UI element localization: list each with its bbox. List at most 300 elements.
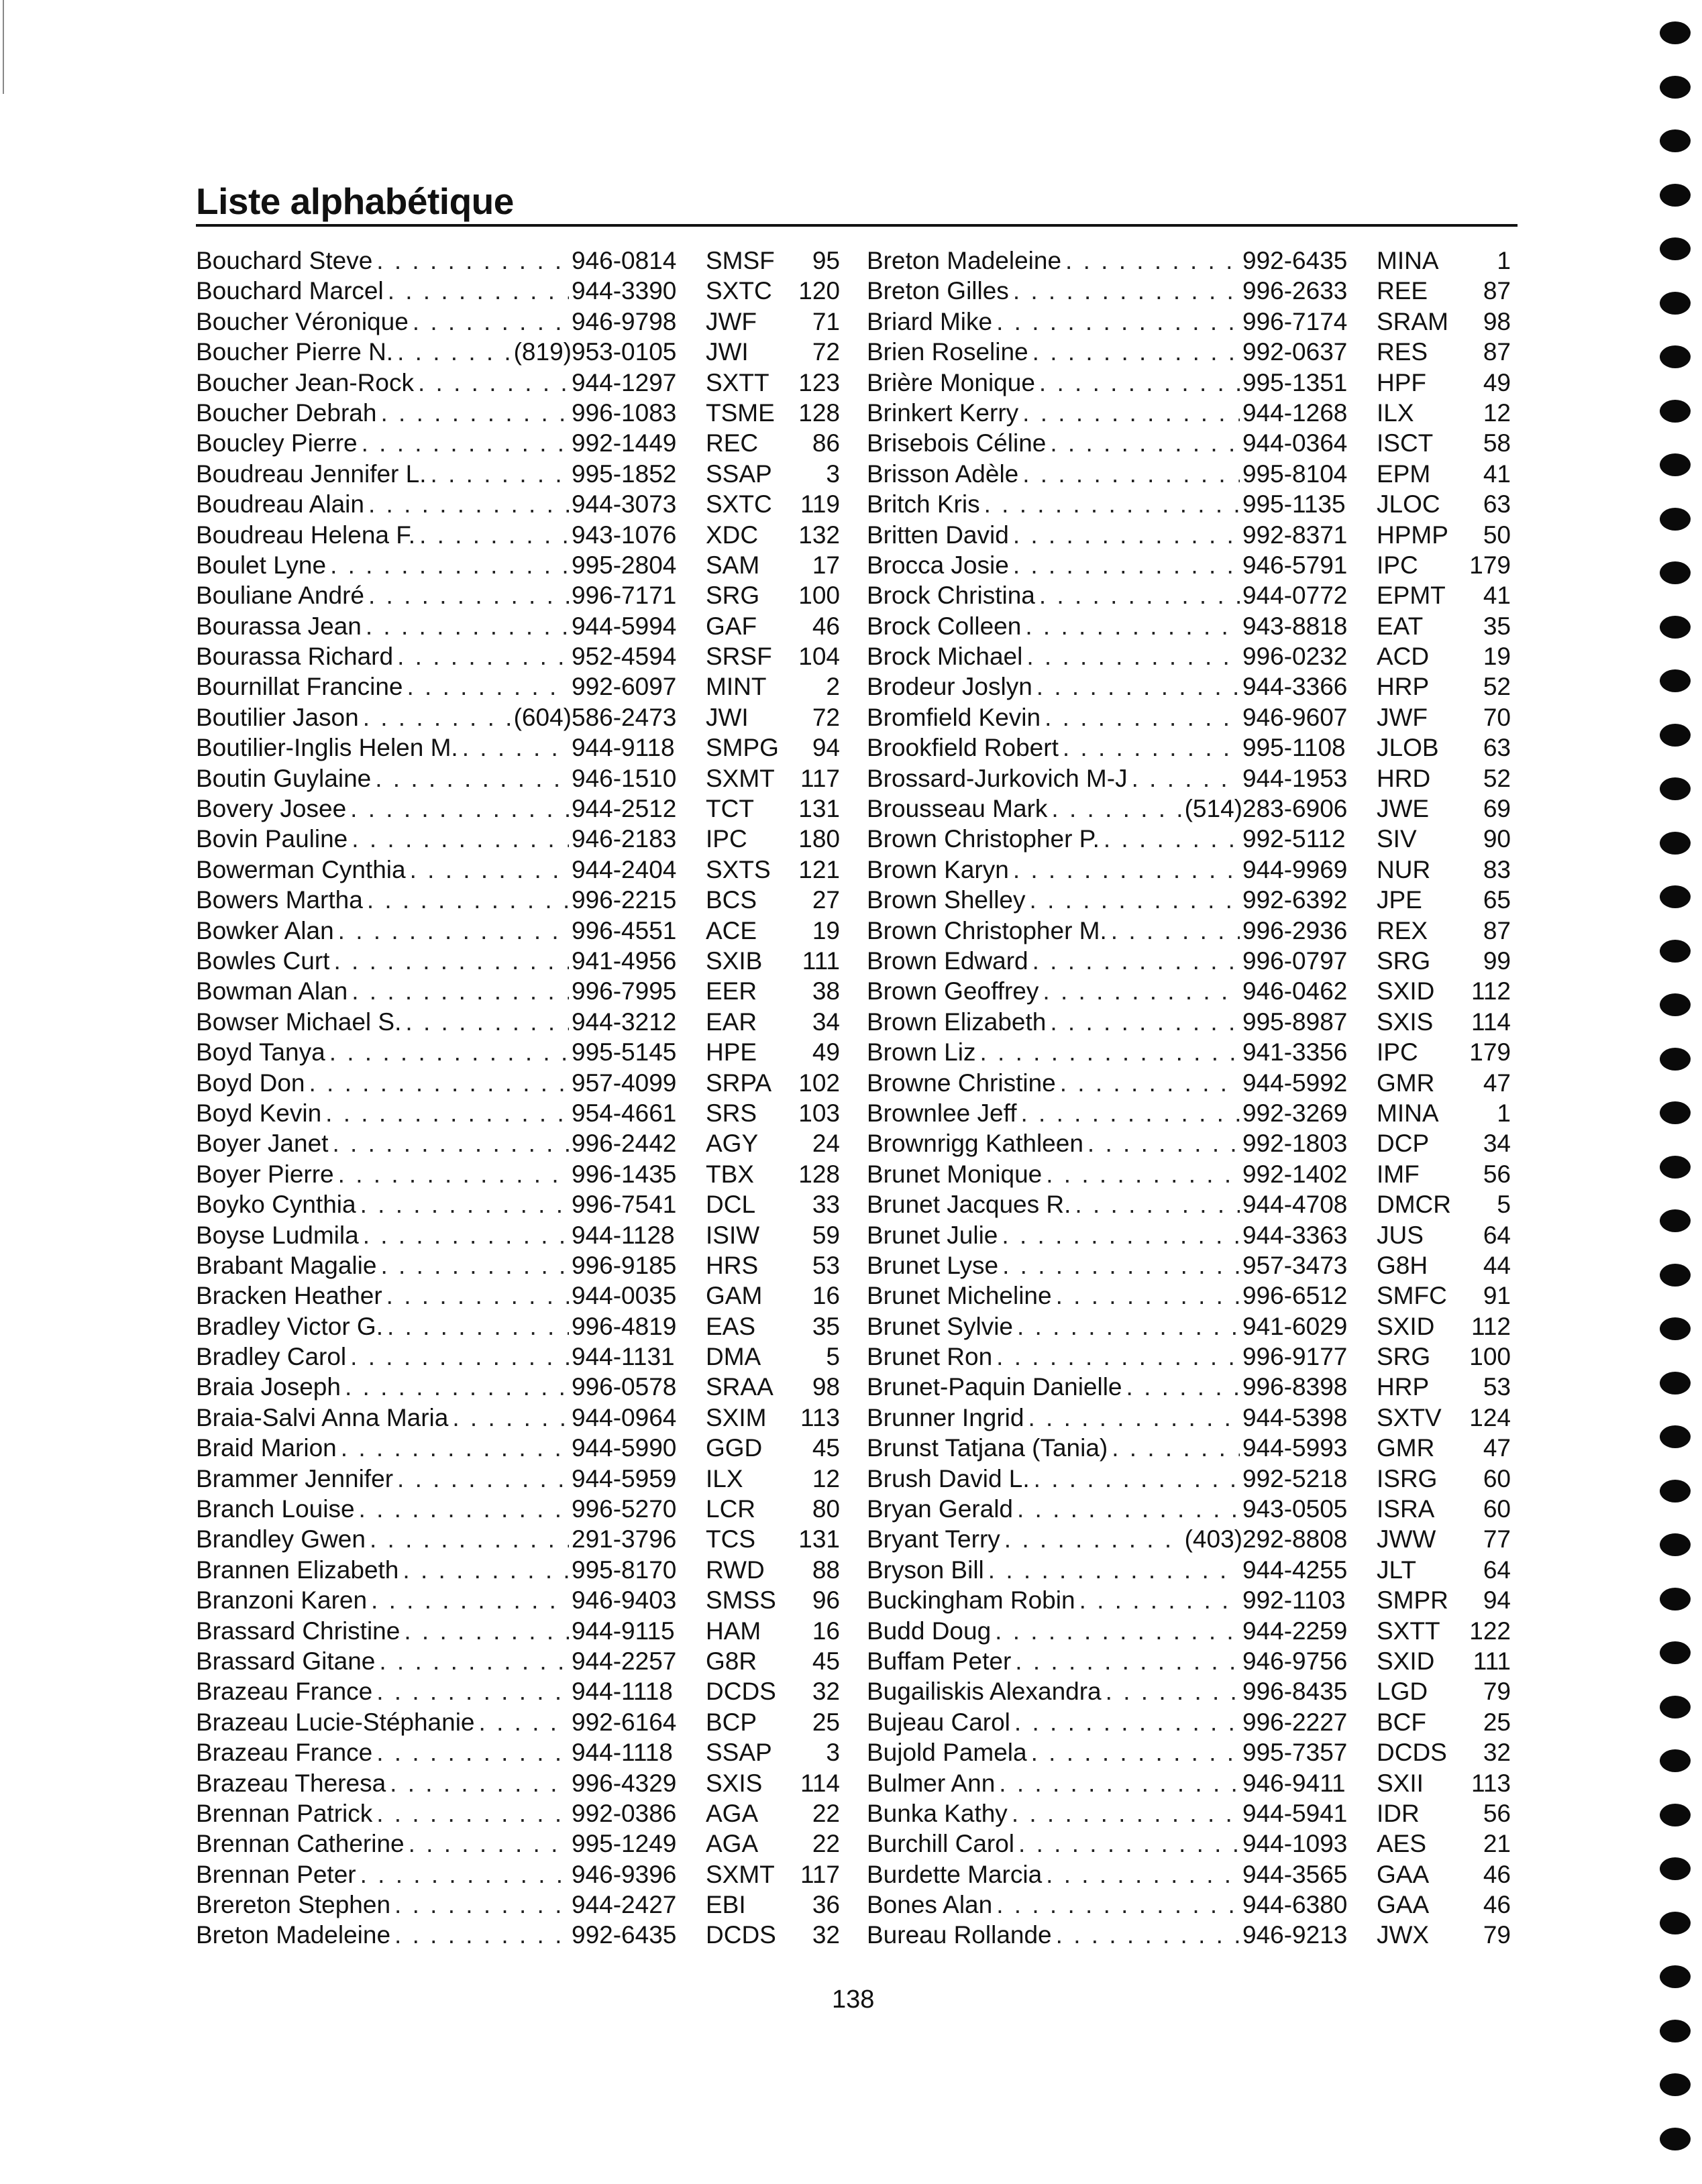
binding-hole <box>1660 1965 1691 1988</box>
entry-phone: 944-1118 <box>572 1739 673 1767</box>
dot-leader <box>1042 1859 1240 1890</box>
entry-phone: 995-1351 <box>1242 368 1348 396</box>
entry-code: DCDS <box>706 1921 776 1949</box>
binding-hole <box>1660 669 1691 692</box>
entry-phone: 944-5959 <box>572 1464 677 1492</box>
entry-page: 60 <box>1483 1464 1511 1492</box>
entry-phone: 946-9607 <box>1242 703 1348 731</box>
directory-entry <box>867 1098 1511 1128</box>
entry-name: Brunet Jacques R. <box>867 1191 1071 1219</box>
entry-code: MINT <box>706 673 767 701</box>
entry-name: Boulet Lyne <box>196 551 327 579</box>
entry-page: 12 <box>812 1464 840 1492</box>
entry-name: Brunet Micheline <box>867 1282 1052 1310</box>
binding-hole <box>1660 508 1691 531</box>
directory-entry <box>867 1403 1511 1433</box>
directory-entry <box>867 1220 1511 1250</box>
entry-code: GAF <box>706 612 757 640</box>
entry-name-cell <box>867 1676 1242 1706</box>
entry-name: Breton Gilles <box>867 277 1009 305</box>
directory-entry <box>867 1342 1511 1372</box>
directory-entry <box>196 763 840 794</box>
entry-name-cell <box>196 1524 572 1554</box>
dot-leader <box>998 1220 1240 1250</box>
entry-name: Brammer Jennifer <box>196 1464 394 1492</box>
directory-entry <box>867 1494 1511 1524</box>
entry-code: SXTT <box>1377 1617 1440 1645</box>
entry-name-cell <box>867 1311 1242 1342</box>
entry-name-cell <box>196 1220 572 1250</box>
entry-phone: 996-8398 <box>1242 1373 1348 1401</box>
entry-code: ACD <box>1377 643 1430 671</box>
page-title: Liste alphabétique <box>196 180 514 222</box>
entry-page: 180 <box>798 825 840 853</box>
binding-hole <box>1660 129 1691 152</box>
entry-name: Bones Alan <box>867 1891 993 1919</box>
entry-name: Burdette Marcia <box>867 1860 1043 1888</box>
dot-leader <box>384 276 569 306</box>
entry-phone: 944-0364 <box>1242 429 1348 457</box>
entry-page: 117 <box>800 764 840 792</box>
entry-code: BCS <box>706 886 757 914</box>
entry-phone: 996-7995 <box>572 977 677 1005</box>
directory-entry <box>196 824 840 854</box>
binding-hole <box>1660 1425 1691 1448</box>
entry-code: GMR <box>1377 1434 1435 1462</box>
entry-name-cell <box>196 1555 572 1585</box>
directory-entry <box>196 1372 840 1402</box>
entry-code: SIV <box>1377 825 1417 853</box>
dot-leader <box>382 1280 569 1311</box>
entry-name-cell <box>867 580 1242 610</box>
entry-phone: 995-1852 <box>572 459 677 488</box>
entry-name: Boyd Tanya <box>196 1038 325 1067</box>
entry-phone: 992-1402 <box>1242 1160 1348 1188</box>
entry-name: Brookfield Robert <box>867 734 1059 762</box>
dot-leader <box>356 1859 569 1890</box>
entry-name-cell <box>196 337 572 367</box>
entry-name: Boucher Véronique <box>196 307 409 335</box>
entry-page: 102 <box>798 1069 840 1097</box>
directory-column-left <box>196 245 840 1951</box>
entry-name-cell <box>867 1890 1242 1920</box>
entry-page: 179 <box>1469 1038 1511 1067</box>
dot-leader <box>356 1189 569 1219</box>
directory-entry <box>867 1920 1511 1950</box>
entry-code: SXIS <box>706 1769 763 1797</box>
entry-code: TCT <box>706 795 754 823</box>
entry-name-cell <box>196 1828 572 1859</box>
entry-phone: 995-5145 <box>572 1038 677 1067</box>
entry-page: 131 <box>798 795 840 823</box>
entry-phone: 992-0386 <box>572 1799 677 1827</box>
entry-phone: 291-3796 <box>572 1525 677 1553</box>
entry-page: 49 <box>1483 368 1511 396</box>
entry-name-cell <box>196 1189 572 1219</box>
entry-name: Brown Elizabeth <box>867 1007 1047 1036</box>
entry-phone: 946-9213 <box>1242 1921 1348 1949</box>
entry-name: Britten David <box>867 521 1009 549</box>
entry-phone: 946-0462 <box>1242 977 1348 1005</box>
entry-name: Brazeau France <box>196 1678 373 1706</box>
dot-leader <box>348 976 569 1006</box>
directory-entry <box>867 671 1511 702</box>
entry-name: Boutilier-Inglis Helen M. <box>196 734 458 762</box>
entry-name: Brannen Elizabeth <box>196 1555 399 1584</box>
entry-phone: 292-8808 <box>1242 1525 1348 1553</box>
directory-entry <box>196 946 840 976</box>
entry-code: SSAP <box>706 1739 772 1767</box>
directory-entry <box>196 245 840 276</box>
dot-leader <box>1028 946 1240 976</box>
directory-entry <box>867 1068 1511 1098</box>
directory-entry <box>196 1737 840 1767</box>
entry-name: Brown Christopher P. <box>867 825 1100 853</box>
dot-leader <box>367 1585 569 1615</box>
dot-leader <box>364 489 569 519</box>
directory-entry <box>867 1707 1511 1737</box>
entry-name-cell <box>196 1342 572 1372</box>
entry-name-cell <box>867 794 1242 824</box>
entry-page: 69 <box>1483 795 1511 823</box>
entry-name-cell <box>867 1920 1242 1950</box>
entry-name: Brinkert Kerry <box>867 398 1019 427</box>
dot-leader <box>1017 1098 1240 1128</box>
entry-phone: 996-4819 <box>572 1312 677 1340</box>
directory-entry <box>867 885 1511 915</box>
dot-leader <box>991 1616 1240 1646</box>
entry-name-cell <box>196 1494 572 1524</box>
entry-code: SXTV <box>1377 1403 1442 1431</box>
entry-phone: 944-0035 <box>572 1282 677 1310</box>
entry-page: 123 <box>798 368 840 396</box>
directory-entry <box>867 1007 1511 1037</box>
entry-page: 91 <box>1483 1282 1511 1310</box>
binding-hole <box>1660 292 1691 315</box>
directory-entry <box>196 1555 840 1585</box>
entry-name: Brunet Sylvie <box>867 1312 1013 1340</box>
entry-code: DCP <box>1377 1130 1430 1158</box>
entry-page: 114 <box>800 1769 840 1797</box>
entry-code: HRP <box>1377 673 1430 701</box>
entry-code: SSAP <box>706 459 772 488</box>
directory-entry <box>196 1433 840 1463</box>
entry-page: 35 <box>812 1312 840 1340</box>
entry-name-cell <box>867 1433 1242 1463</box>
entry-phone: 996-8435 <box>1242 1678 1348 1706</box>
entry-name-cell <box>196 611 572 641</box>
entry-code: SRPA <box>706 1069 772 1097</box>
directory-entry <box>867 1128 1511 1158</box>
entry-phone: 946-9403 <box>572 1586 677 1615</box>
entry-code: EAR <box>706 1007 757 1036</box>
entry-name: Brush David L. <box>867 1464 1030 1492</box>
binding-hole <box>1660 1480 1691 1503</box>
entry-phone: 943-8818 <box>1242 612 1348 640</box>
binding-hole <box>1660 1156 1691 1179</box>
directory-entry <box>196 428 840 458</box>
dot-leader <box>372 245 569 276</box>
entry-page: 87 <box>1483 277 1511 305</box>
entry-name: Bujeau Carol <box>867 1708 1010 1736</box>
directory-entry <box>196 1007 840 1037</box>
entry-code: SXMT <box>706 1860 775 1888</box>
entry-name-cell <box>196 368 572 398</box>
directory-entry <box>196 794 840 824</box>
entry-page: 50 <box>1483 521 1511 549</box>
entry-code: HPMP <box>1377 521 1448 549</box>
directory-entry <box>867 1159 1511 1189</box>
entry-page: 46 <box>1483 1860 1511 1888</box>
dot-leader <box>337 1433 569 1463</box>
entry-name: Brown Christopher M. <box>867 916 1107 944</box>
entry-page: 59 <box>812 1221 840 1249</box>
entry-code: HRD <box>1377 764 1431 792</box>
entry-name: Brown Edward <box>867 946 1028 975</box>
directory-entry <box>196 1280 840 1311</box>
entry-page: 83 <box>1483 855 1511 883</box>
entry-name-cell <box>196 1798 572 1828</box>
entry-phone: 996-5270 <box>572 1495 677 1523</box>
entry-phone: 944-2259 <box>1242 1617 1348 1645</box>
entry-phone: 996-2936 <box>1242 916 1348 944</box>
entry-phone: 996-9177 <box>1242 1343 1348 1371</box>
entry-code: G8R <box>706 1647 757 1675</box>
entry-name: Budd Doug <box>867 1617 992 1645</box>
entry-code: TCS <box>706 1525 755 1553</box>
entry-area-code: (604) <box>513 703 572 731</box>
entry-code: EPM <box>1377 459 1431 488</box>
entry-phone: 996-2633 <box>1242 277 1348 305</box>
entry-code: TBX <box>706 1160 754 1188</box>
entry-page: 121 <box>798 855 840 883</box>
entry-phone: 995-1108 <box>1242 734 1346 762</box>
entry-page: 22 <box>812 1799 840 1827</box>
entry-phone: 992-1803 <box>1242 1130 1348 1158</box>
entry-name: Boyse Ludmila <box>196 1221 359 1249</box>
entry-name-cell <box>196 1250 572 1280</box>
dot-leader <box>1041 702 1240 732</box>
entry-phone: 943-0505 <box>1242 1495 1348 1523</box>
entry-name: Bradley Carol <box>196 1343 347 1371</box>
entry-name: Bourassa Richard <box>196 643 394 671</box>
entry-name: Brennan Peter <box>196 1860 356 1888</box>
directory-entry <box>196 550 840 580</box>
entry-code: SXTC <box>706 277 772 305</box>
directory-entry <box>867 337 1511 367</box>
directory-entry <box>867 1798 1511 1828</box>
entry-page: 112 <box>1471 1312 1511 1340</box>
directory-entry <box>867 368 1511 398</box>
entry-page: 34 <box>1483 1130 1511 1158</box>
entry-phone: 996-1083 <box>572 398 677 427</box>
dot-leader <box>398 1555 569 1585</box>
entry-name: Boucher Pierre N. <box>196 338 394 366</box>
entry-phone: 946-1510 <box>572 764 677 792</box>
entry-name: Bourassa Jean <box>196 612 362 640</box>
entry-name-cell <box>867 1403 1242 1433</box>
directory-entry <box>867 1676 1511 1706</box>
entry-code: SMFC <box>1377 1282 1447 1310</box>
entry-phone: 944-5994 <box>572 612 677 640</box>
entry-phone: 995-7357 <box>1242 1739 1348 1767</box>
entry-name: Brassard Gitane <box>196 1647 376 1675</box>
dot-leader <box>1071 1189 1240 1219</box>
margin-line <box>3 0 4 94</box>
entry-name: Briard Mike <box>867 307 993 335</box>
entry-page: 77 <box>1483 1525 1511 1553</box>
entry-phone: 992-3269 <box>1242 1099 1348 1127</box>
entry-name: Bouchard Steve <box>196 247 373 274</box>
entry-phone: 992-6392 <box>1242 886 1348 914</box>
entry-page: 12 <box>1483 398 1511 427</box>
entry-page: 17 <box>812 551 840 579</box>
entry-name: Bracken Heather <box>196 1282 382 1310</box>
dot-leader <box>1039 976 1240 1006</box>
entry-name-cell <box>867 1342 1242 1372</box>
entry-code: JWX <box>1377 1921 1430 1949</box>
entry-page: 34 <box>812 1007 840 1036</box>
entry-page: 16 <box>812 1617 840 1645</box>
dot-leader <box>1042 1159 1240 1189</box>
dot-leader <box>400 1616 569 1646</box>
entry-name: Braid Marion <box>196 1434 337 1462</box>
directory-entry <box>196 520 840 550</box>
entry-phone: 957-4099 <box>572 1069 677 1097</box>
entry-code: ISIW <box>706 1221 760 1249</box>
directory-entry <box>867 641 1511 671</box>
entry-code: DCDS <box>706 1678 776 1706</box>
entry-name: Boyer Janet <box>196 1130 329 1158</box>
directory-entry <box>196 702 840 732</box>
dot-leader <box>355 1494 569 1524</box>
entry-name: Brunet Ron <box>867 1343 993 1371</box>
directory-entry <box>867 916 1511 946</box>
entry-code: IMF <box>1377 1160 1420 1188</box>
entry-name: Boyer Pierre <box>196 1160 334 1188</box>
dot-leader <box>334 1159 569 1189</box>
dot-leader <box>359 1220 569 1250</box>
dot-leader <box>448 1403 569 1433</box>
entry-page: 58 <box>1483 429 1511 457</box>
entry-page: 63 <box>1483 734 1511 762</box>
entry-page: 104 <box>798 643 840 671</box>
dot-leader <box>386 1768 569 1798</box>
entry-name: Brunst Tatjana (Tania) <box>867 1434 1108 1462</box>
entry-phone: 944-2427 <box>572 1891 677 1919</box>
entry-name: Brunet Julie <box>867 1221 998 1249</box>
entry-name-cell <box>867 1707 1242 1737</box>
entry-code: BCP <box>706 1708 757 1736</box>
entry-page: 103 <box>798 1099 840 1127</box>
entry-name-cell <box>867 489 1242 519</box>
directory-entry <box>867 1250 1511 1280</box>
dot-leader <box>364 580 569 610</box>
entry-name-cell <box>196 1098 572 1128</box>
entry-name-cell <box>867 428 1242 458</box>
entry-area-code: (819) <box>513 338 572 366</box>
dot-leader <box>992 1890 1240 1920</box>
directory-entry <box>196 1707 840 1737</box>
entry-name-cell <box>867 1828 1242 1859</box>
entry-page: 3 <box>826 1739 840 1767</box>
entry-name-cell <box>196 550 572 580</box>
dot-leader <box>1018 459 1240 489</box>
directory-entry <box>196 641 840 671</box>
dot-leader <box>409 307 569 337</box>
entry-code: JLOB <box>1377 734 1439 762</box>
entry-phone: 946-0814 <box>572 247 677 274</box>
dot-leader <box>329 946 569 976</box>
entry-name-cell <box>867 459 1242 489</box>
entry-name-cell <box>867 550 1242 580</box>
entry-name: Brown Liz <box>867 1038 976 1067</box>
dot-leader <box>1128 763 1240 794</box>
entry-code: GAM <box>706 1282 763 1310</box>
entry-phone: 992-5218 <box>1242 1464 1348 1492</box>
entry-phone: 946-9756 <box>1242 1647 1348 1675</box>
dot-leader <box>326 550 569 580</box>
entry-name-cell <box>196 1676 572 1706</box>
dot-leader <box>1047 794 1181 824</box>
dot-leader <box>334 916 569 946</box>
entry-code: SRG <box>1377 1343 1431 1371</box>
entry-page: 41 <box>1483 582 1511 610</box>
directory-entry <box>867 245 1511 276</box>
entry-code: REC <box>706 429 759 457</box>
entry-phone: 944-4255 <box>1242 1555 1348 1584</box>
dot-leader <box>1052 1920 1240 1950</box>
entry-phone: 992-6097 <box>572 673 677 701</box>
entry-phone: 996-7171 <box>572 582 677 610</box>
entry-code: SXIB <box>706 946 763 975</box>
entry-name: Brereton Stephen <box>196 1891 391 1919</box>
entry-page: 179 <box>1469 551 1511 579</box>
dot-leader <box>405 1828 569 1859</box>
entry-name: Boucley Pierre <box>196 429 358 457</box>
entry-name-cell <box>867 946 1242 976</box>
entry-name-cell <box>867 1616 1242 1646</box>
entry-page: 113 <box>800 1403 840 1431</box>
entry-code: SRAM <box>1377 307 1448 335</box>
entry-name-cell <box>196 1280 572 1311</box>
entry-code: XDC <box>706 521 759 549</box>
entry-page: 96 <box>812 1586 840 1615</box>
entry-phone: 946-9396 <box>572 1860 677 1888</box>
directory-entry <box>196 1585 840 1615</box>
entry-phone: 944-9118 <box>572 734 675 762</box>
entry-page: 45 <box>812 1647 840 1675</box>
entry-name-cell <box>196 1585 572 1615</box>
directory-entry <box>867 1372 1511 1402</box>
entry-code: EER <box>706 977 757 1005</box>
directory-entry <box>867 1737 1511 1767</box>
entry-name: Browne Christine <box>867 1069 1056 1097</box>
entry-name-cell <box>867 916 1242 946</box>
entry-name: Bouliane André <box>196 582 364 610</box>
binding-hole <box>1660 885 1691 908</box>
directory-entry <box>867 976 1511 1006</box>
entry-code: MINA <box>1377 247 1439 274</box>
directory-entry <box>867 1464 1511 1494</box>
entry-phone: 992-8371 <box>1242 521 1348 549</box>
dot-leader <box>1052 1280 1240 1311</box>
entry-phone: 995-1135 <box>1242 490 1346 518</box>
directory-entry <box>867 489 1511 519</box>
dot-leader <box>984 1555 1240 1585</box>
entry-page: 114 <box>1471 1007 1511 1036</box>
dot-leader <box>1035 580 1240 610</box>
